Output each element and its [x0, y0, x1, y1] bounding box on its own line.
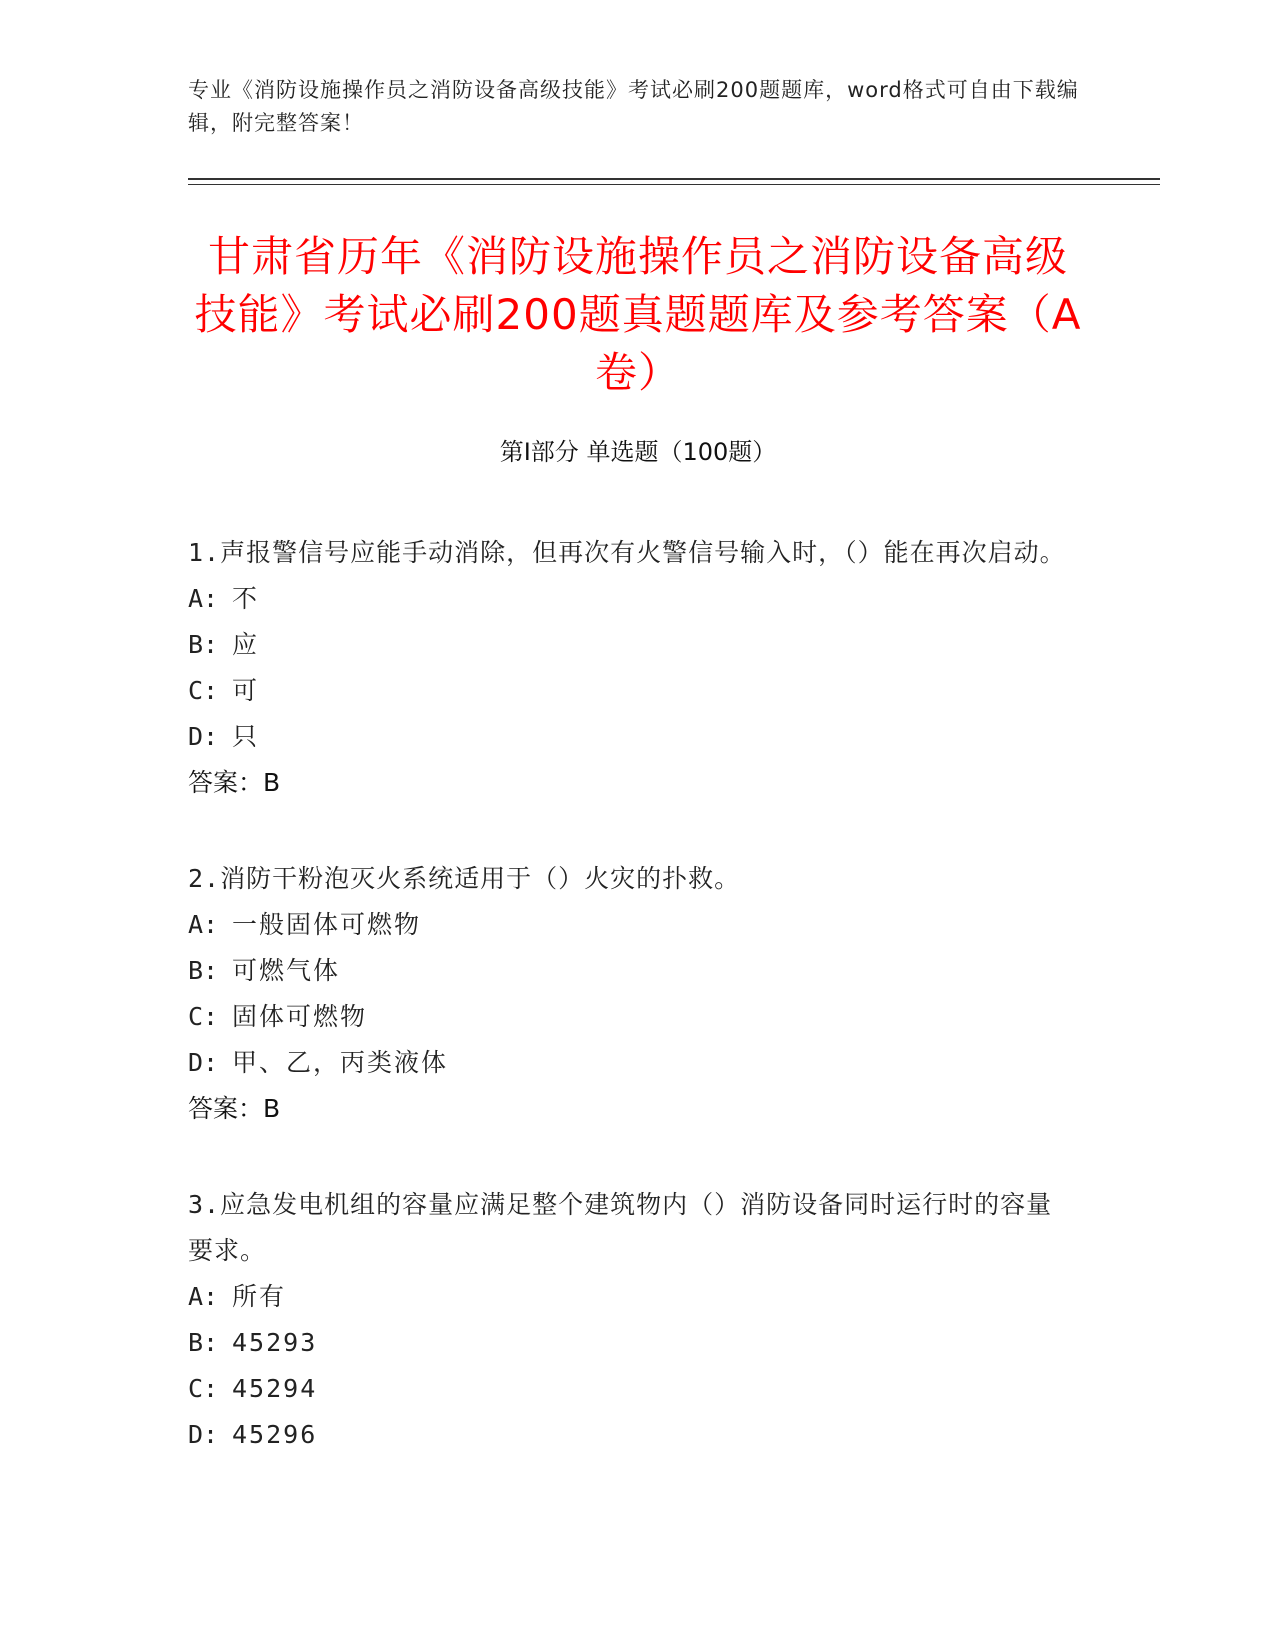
option-text: 固体可燃物	[232, 1002, 368, 1031]
option-text: 甲、乙，丙类液体	[232, 1048, 449, 1077]
option-text: 只	[232, 722, 260, 751]
option-text: 应	[232, 630, 260, 659]
option-text: 可	[232, 676, 260, 705]
option-text: 45293	[232, 1328, 318, 1357]
answer-line: 答案：B	[188, 1094, 281, 1123]
question-list	[188, 530, 1068, 1508]
option-a	[188, 902, 1068, 948]
option-letter: A:	[188, 910, 219, 939]
answer-line: 答案：B	[188, 768, 281, 797]
option-d	[188, 714, 1068, 760]
option-text: 不	[232, 584, 260, 613]
option-b	[188, 948, 1068, 994]
question-item	[188, 1182, 1068, 1458]
section-title: 第I部分 单选题（100题）	[499, 438, 777, 466]
option-letter: A:	[188, 1282, 219, 1311]
option-letter: C:	[188, 676, 219, 705]
option-letter: C:	[188, 1002, 219, 1031]
option-letter: A:	[188, 584, 219, 613]
question-item	[188, 856, 1068, 1132]
option-b	[188, 1320, 1068, 1366]
option-c	[188, 668, 1068, 714]
option-c	[188, 994, 1068, 1040]
option-a	[188, 1274, 1068, 1320]
option-letter: D:	[188, 722, 219, 751]
question-stem: 1.声报警信号应能手动消除，但再次有火警信号输入时，（）能在再次启动。	[188, 538, 1066, 567]
question-stem: 3.应急发电机组的容量应满足整个建筑物内（）消防设备同时运行时的容量要求。	[188, 1190, 1053, 1265]
option-a	[188, 576, 1068, 622]
option-letter: B:	[188, 630, 219, 659]
header-note: 专业《消防设施操作员之消防设备高级技能》考试必刷200题题库，word格式可自由下载编辑，附完整答案！	[188, 78, 1079, 135]
option-text: 一般固体可燃物	[232, 910, 422, 939]
option-letter: C:	[188, 1374, 219, 1403]
option-d	[188, 1040, 1068, 1086]
option-text: 45294	[232, 1374, 318, 1403]
option-text: 可燃气体	[232, 956, 341, 985]
document-title: 甘肃省历年《消防设施操作员之消防设备高级技能》考试必刷200题真题题库及参考答案（A卷）	[194, 232, 1082, 397]
option-d	[188, 1412, 1068, 1458]
header-divider-thin	[188, 184, 1160, 185]
option-text: 所有	[232, 1282, 287, 1311]
question-stem: 2.消防干粉泡灭火系统适用于（）火灾的扑救。	[188, 864, 741, 893]
option-letter: B:	[188, 956, 219, 985]
option-letter: D:	[188, 1420, 219, 1449]
header-divider-thick	[188, 178, 1160, 180]
question-item	[188, 530, 1068, 806]
option-letter: D:	[188, 1048, 219, 1077]
option-b	[188, 622, 1068, 668]
option-c	[188, 1366, 1068, 1412]
option-text: 45296	[232, 1420, 318, 1449]
option-letter: B:	[188, 1328, 219, 1357]
